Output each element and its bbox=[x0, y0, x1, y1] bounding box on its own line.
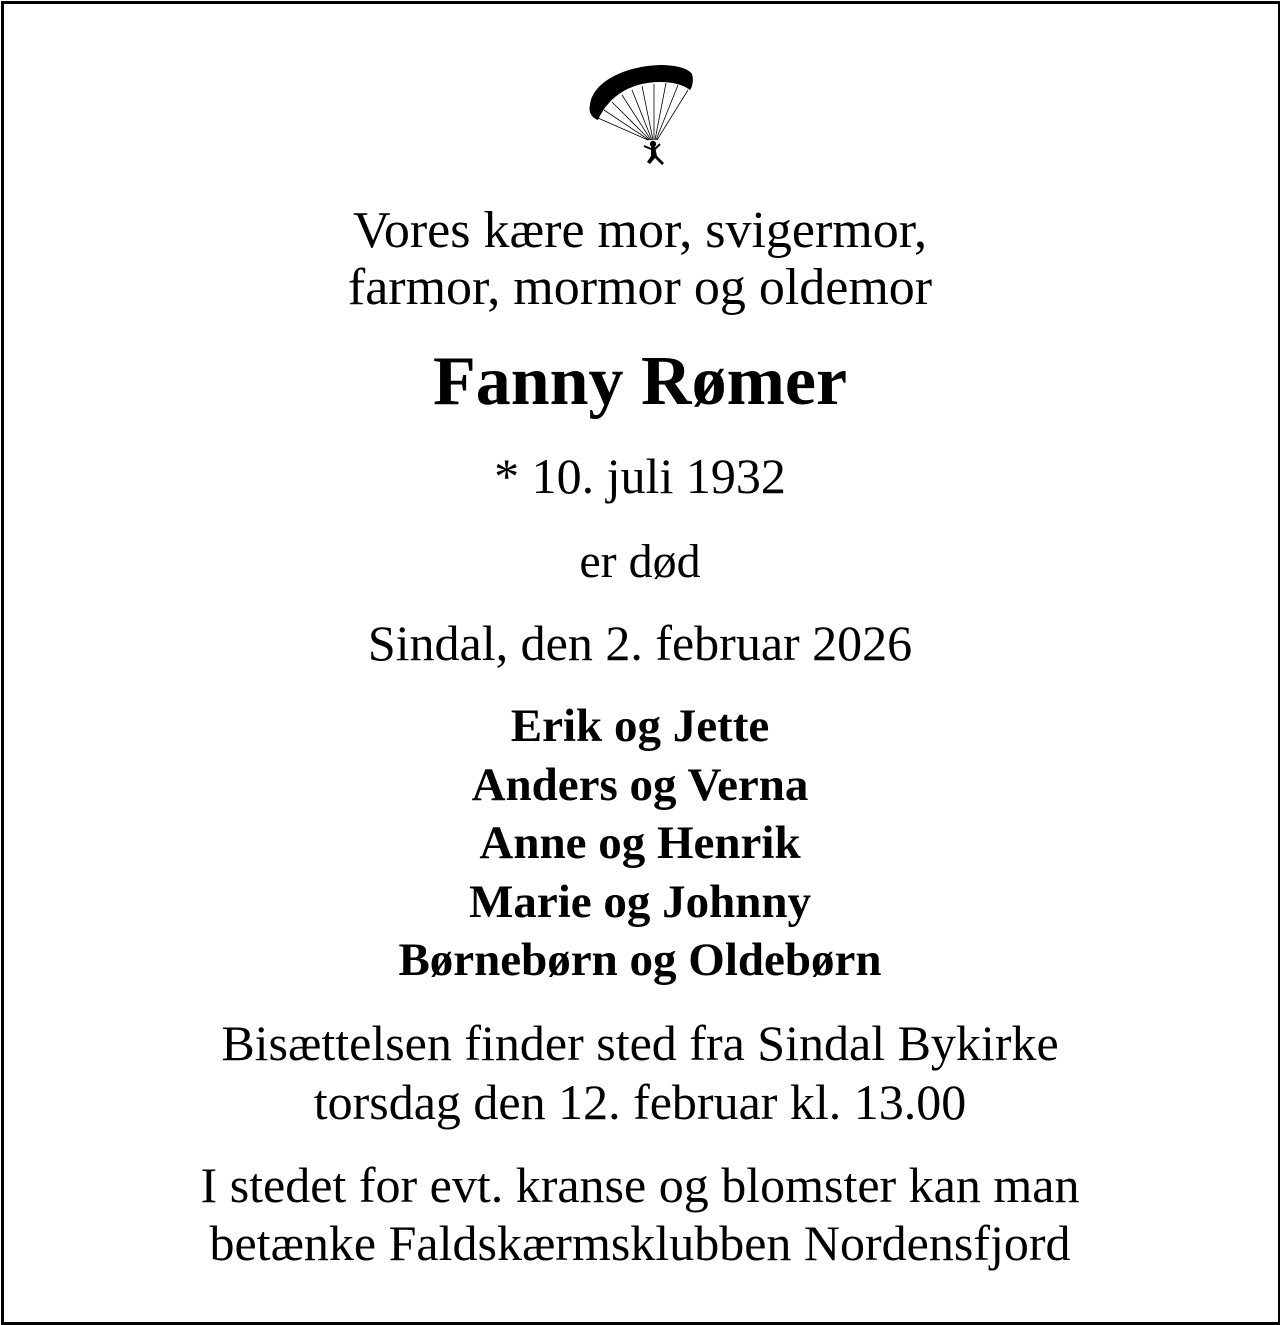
death-status: er død bbox=[579, 535, 701, 588]
family-member: Anders og Verna bbox=[471, 759, 809, 811]
intro-line-2: farmor, mormor og oldemor bbox=[347, 259, 933, 316]
flowers-line-1: I stedet for evt. kranse og blomster kan man bbox=[200, 1157, 1080, 1213]
place-and-date: Sindal, den 2. februar 2026 bbox=[367, 615, 913, 671]
deceased-name: Fanny Rømer bbox=[432, 343, 848, 420]
parachute-icon bbox=[580, 60, 700, 170]
birth-date: * 10. juli 1932 bbox=[494, 448, 786, 504]
family-member: Marie og Johnny bbox=[468, 876, 812, 928]
family-member: Anne og Henrik bbox=[479, 817, 801, 869]
ceremony-line-2: torsdag den 12. februar kl. 13.00 bbox=[313, 1074, 967, 1130]
intro-line-1: Vores kære mor, svigermor, bbox=[352, 202, 927, 259]
family-member: Erik og Jette bbox=[510, 700, 770, 752]
ceremony-line-1: Bisættelsen finder sted fra Sindal Bykirke bbox=[221, 1015, 1059, 1071]
family-member: Børnebørn og Oldebørn bbox=[398, 934, 882, 986]
flowers-line-2: betænke Faldskærmsklubben Nordensfjord bbox=[209, 1215, 1071, 1271]
